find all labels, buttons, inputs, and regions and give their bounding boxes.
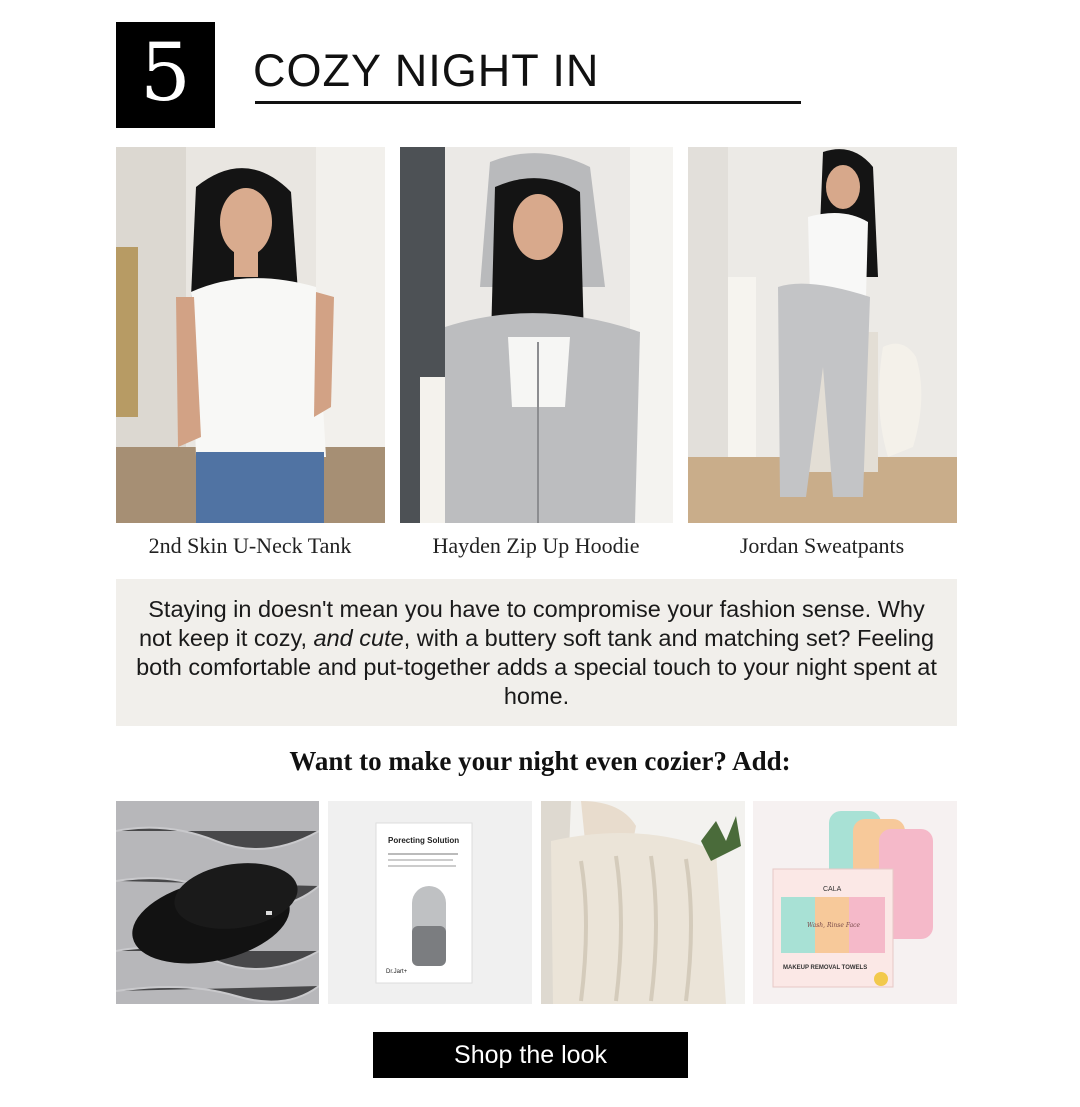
addon-knit-blanket[interactable] bbox=[541, 801, 745, 1004]
shop-the-look-button[interactable]: Shop the look bbox=[373, 1032, 688, 1078]
towel-box-label: MAKEUP REMOVAL TOWELS bbox=[783, 965, 868, 971]
section-number-badge bbox=[116, 22, 215, 128]
makeup-towels-image bbox=[753, 801, 957, 1004]
product-photo-tank[interactable] bbox=[116, 147, 385, 523]
addon-slippers[interactable] bbox=[116, 801, 319, 1004]
mask-brand-title: Porecting Solution bbox=[388, 836, 460, 845]
description-text-2: , with a buttery soft tank and matching set? Feeling both comfortable and put-together adds a special touch to your night spent at home. bbox=[136, 625, 937, 709]
addon-makeup-towels[interactable] bbox=[753, 801, 957, 1004]
caption-hoodie[interactable]: Hayden Zip Up Hoodie bbox=[432, 533, 640, 558]
addon-face-mask[interactable] bbox=[328, 801, 532, 1004]
knit-blanket-image bbox=[541, 801, 745, 1004]
product-photo-sweatpants[interactable] bbox=[688, 147, 957, 523]
section-number: 5 bbox=[140, 26, 191, 119]
product-photo-hoodie[interactable] bbox=[400, 147, 673, 523]
addons-heading: Want to make your night even cozier? Add: bbox=[289, 746, 791, 776]
caption-sweatpants[interactable]: Jordan Sweatpants bbox=[739, 533, 905, 558]
section-title: COZY NIGHT IN bbox=[253, 45, 600, 96]
face-mask-image bbox=[328, 801, 532, 1004]
title-underline bbox=[255, 101, 801, 104]
description-emphasis: and cute bbox=[313, 625, 404, 651]
description-text-1: Staying in doesn't mean you have to compromise your fashion sense. Why not keep it cozy, bbox=[138, 596, 925, 651]
description-panel bbox=[116, 579, 957, 726]
towel-box-script: Wash, Rinse Face bbox=[807, 922, 861, 929]
mask-brand: Dr.Jart+ bbox=[386, 969, 408, 975]
slippers-image bbox=[116, 801, 319, 1004]
caption-tank[interactable]: 2nd Skin U-Neck Tank bbox=[148, 533, 352, 558]
towel-brand: CALA bbox=[823, 886, 842, 893]
